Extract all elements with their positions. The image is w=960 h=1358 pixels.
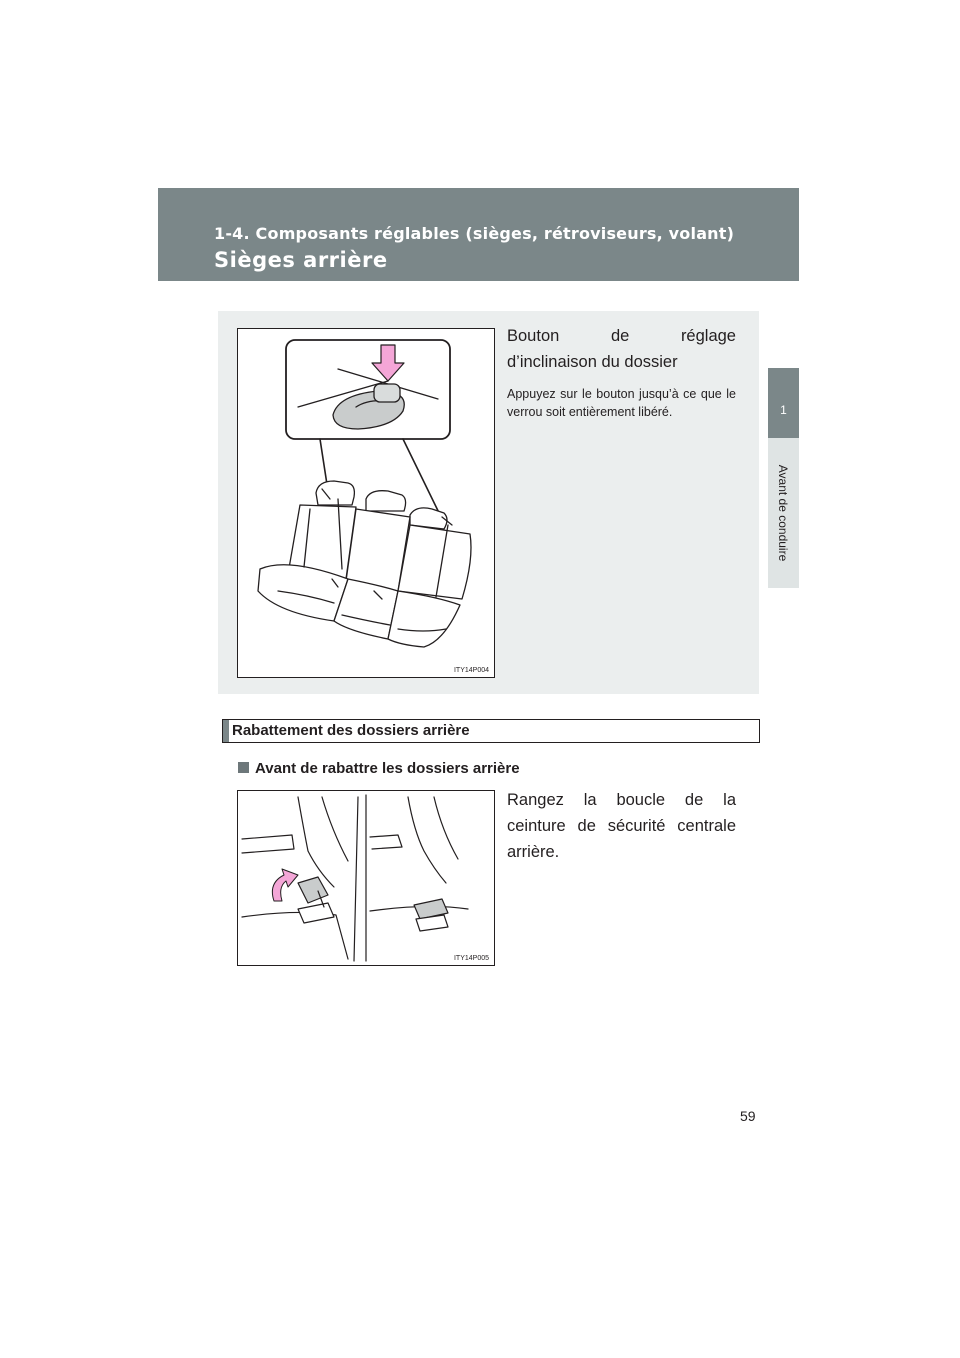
seatbelt-buckle-illustration (237, 790, 495, 966)
square-bullet-icon (238, 762, 249, 773)
chapter-header (158, 188, 799, 281)
figure-code-2: ITY14P005 (453, 955, 489, 962)
recline-button-illustration (237, 328, 495, 678)
chapter-number: 1 (780, 403, 787, 417)
subheading (238, 760, 520, 777)
page-title: Sièges arrière (214, 248, 388, 272)
buckle-stowing-drawing (238, 791, 494, 965)
section-header-marker (223, 720, 229, 742)
panel-description: Appuyez sur le bouton jusqu’à ce que le verrou soit entièrement libéré. (507, 387, 736, 419)
chapter-tab-label-box (768, 438, 799, 588)
info-panel (218, 311, 759, 694)
rear-seat-drawing (238, 329, 494, 677)
subheading-text: Avant de rabattre les dossiers arrière (255, 760, 520, 777)
page-number: 59 (740, 1108, 756, 1124)
chapter-tab (768, 368, 799, 438)
figure-code: ITY14P004 (453, 667, 489, 674)
section-subtitle: 1-4. Composants réglables (sièges, rétroviseurs, volant) (214, 224, 735, 243)
panel-heading: Bouton de réglage d’inclinaison du dossier (507, 327, 736, 371)
chapter-label: Avant de conduire (776, 464, 790, 562)
section-body: Rangez la boucle de la ceinture de sécurité centrale arrière. (507, 791, 736, 861)
panel-text (507, 323, 736, 421)
section-title: Rabattement des dossiers arrière (232, 722, 470, 739)
section-header (222, 719, 760, 743)
